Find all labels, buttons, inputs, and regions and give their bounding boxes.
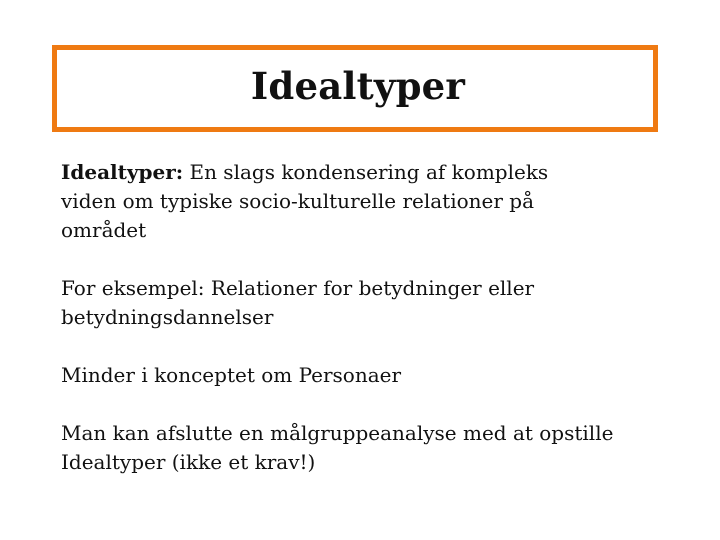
definition-line-1: En slags kondensering af kompleks	[183, 160, 549, 184]
definition-line-2: viden om typiske socio-kulturelle relationer på	[61, 189, 534, 213]
paragraph-personas	[61, 361, 661, 390]
slide-title: Idealtyper	[250, 64, 466, 108]
conclusion-line-2: Idealtyper (ikke et krav!)	[61, 450, 316, 474]
slide-body	[61, 158, 661, 477]
paragraph-example	[61, 274, 661, 332]
personas-line-1: Minder i konceptet om Personaer	[61, 363, 402, 387]
example-line-2: betydningsdannelser	[61, 305, 274, 329]
conclusion-line-1: Man kan afslutte en målgruppeanalyse med at opstille	[61, 421, 614, 445]
definition-line-3: området	[61, 218, 147, 242]
definition-term: Idealtyper:	[61, 160, 184, 184]
paragraph-conclusion	[61, 419, 661, 477]
paragraph-definition	[61, 158, 661, 245]
title-box	[52, 45, 658, 132]
example-line-1: For eksempel: Relationer for betydninger eller	[61, 276, 535, 300]
